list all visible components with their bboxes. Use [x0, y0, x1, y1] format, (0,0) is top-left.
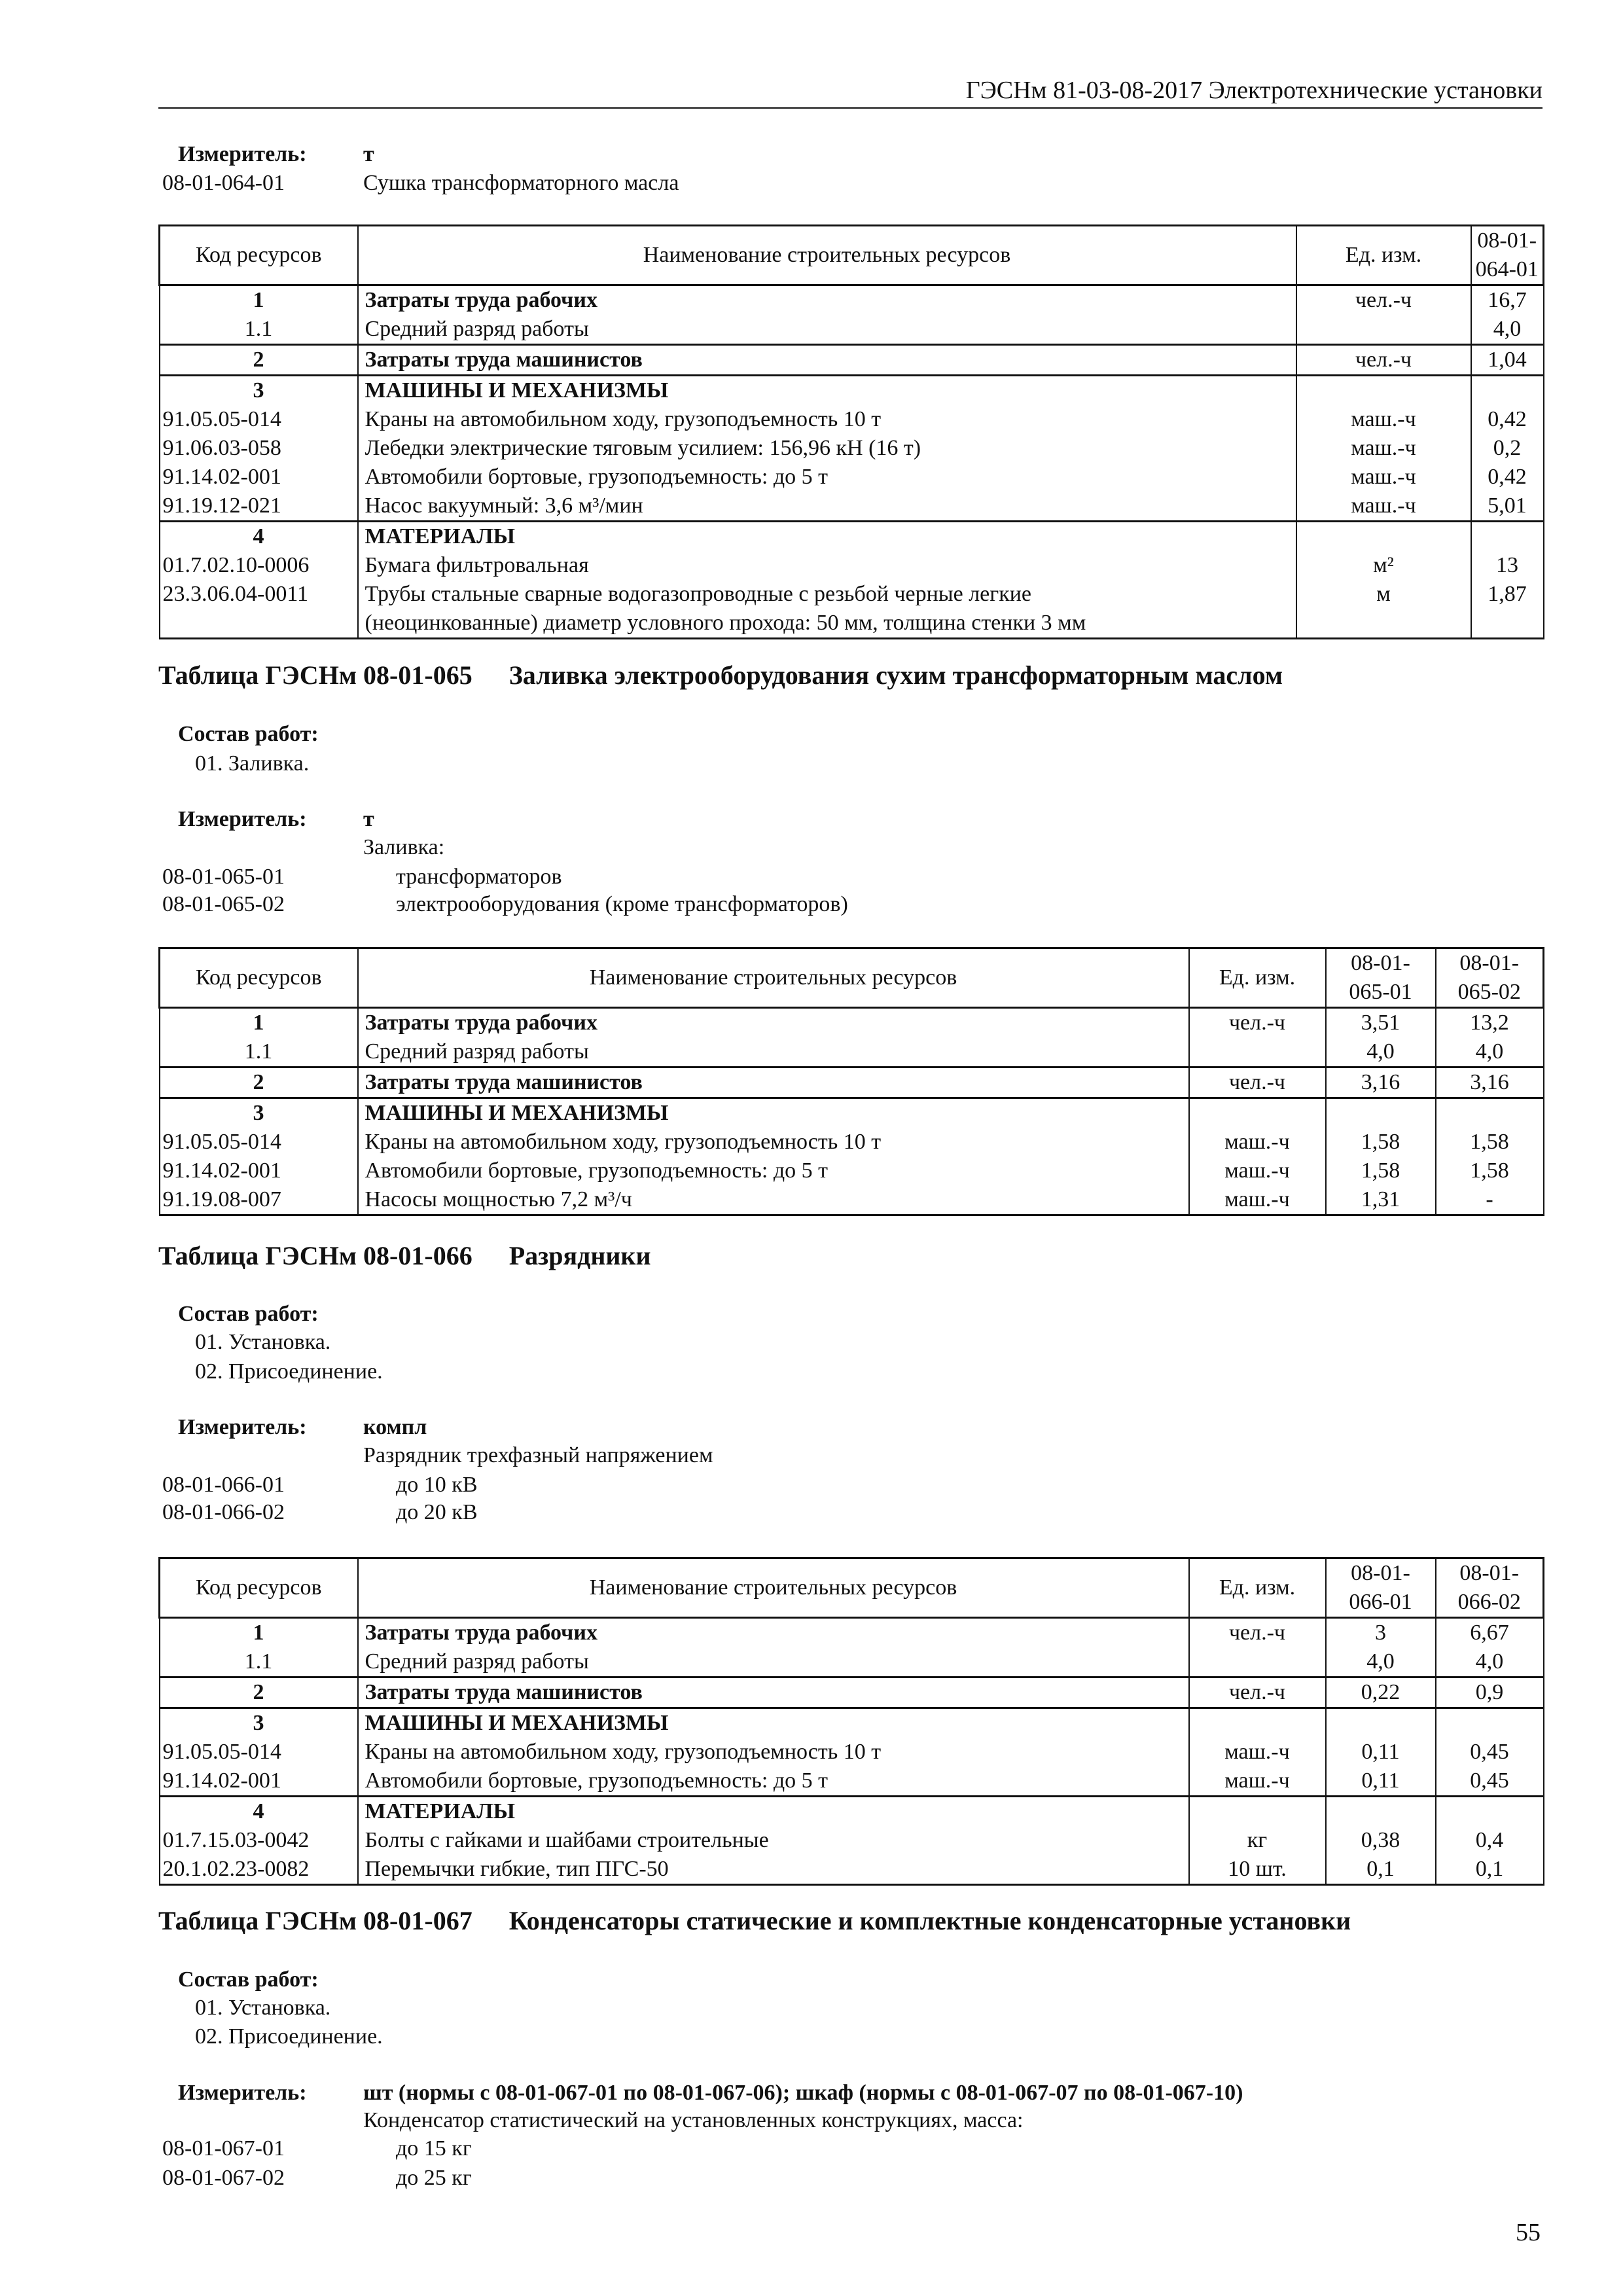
table-title-text: Заливка электрооборудования сухим трансформаторным маслом: [508, 660, 1283, 690]
measure-unit: т: [363, 142, 374, 166]
norm-code: 08-01-066-01: [162, 1473, 285, 1497]
col-header-name: Наименование строительных ресурсов: [358, 948, 1189, 1008]
table-row: [160, 434, 1544, 463]
resource-code: 2: [160, 1677, 358, 1708]
resource-unit: маш.-ч: [1296, 463, 1471, 492]
norm-text: до 15 кг: [396, 2136, 472, 2161]
work-item: 01. Установка.: [195, 1996, 331, 2020]
measure-label: Измеритель:: [178, 2081, 307, 2105]
resource-name: Бумага фильтровальная: [358, 551, 1296, 580]
table-row: [160, 522, 1544, 552]
resource-group: [160, 1067, 1544, 1098]
table-row: [160, 1797, 1544, 1827]
norm-text: до 25 кг: [396, 2166, 472, 2190]
page-number: 55: [1516, 2219, 1541, 2246]
measure-label: Измеритель:: [178, 142, 307, 166]
col-header-name: Наименование строительных ресурсов: [358, 1558, 1189, 1618]
resource-unit: [1189, 1037, 1326, 1067]
resource-code: 3: [160, 1708, 358, 1738]
resources-table-065: [158, 947, 1544, 1216]
resource-unit: [1189, 1647, 1326, 1677]
resource-value: 6,67: [1436, 1618, 1544, 1648]
table-row: [160, 1098, 1544, 1128]
resource-code: 91.05.05-014: [160, 405, 358, 434]
resource-unit: маш.-ч: [1189, 1185, 1326, 1215]
work-item: 02. Присоединение.: [195, 2024, 383, 2049]
resource-code: 91.14.02-001: [160, 1767, 358, 1797]
resource-code: 91.14.02-001: [160, 463, 358, 492]
resource-code: 91.05.05-014: [160, 1738, 358, 1767]
resource-group: [160, 1677, 1544, 1708]
resource-unit: 10 шт.: [1189, 1855, 1326, 1885]
work-label: Состав работ:: [178, 1967, 319, 1992]
table-row: [160, 405, 1544, 434]
resource-unit: [1296, 315, 1471, 345]
resource-name: Насос вакуумный: 3,6 м³/мин: [358, 492, 1296, 522]
work-item: 02. Присоединение.: [195, 1359, 383, 1384]
resource-code: 91.19.12-021: [160, 492, 358, 522]
norm-code: 08-01-066-02: [162, 1500, 285, 1524]
resource-value: 0,11: [1326, 1767, 1436, 1797]
measure-unit: т: [363, 807, 374, 831]
resource-name: Затраты труда рабочих: [358, 1618, 1189, 1648]
resource-value: 16,7: [1471, 285, 1544, 315]
col-header-unit: Ед. изм.: [1189, 948, 1326, 1008]
resource-name: МАТЕРИАЛЫ: [358, 1797, 1189, 1827]
resource-value: [1326, 1797, 1436, 1827]
resource-value: 1,58: [1436, 1128, 1544, 1157]
norm-text: электрооборудования (кроме трансформаторов): [396, 892, 848, 916]
table-row: [160, 492, 1544, 522]
resource-value: 1,31: [1326, 1185, 1436, 1215]
table-row: [160, 580, 1544, 639]
table-header: [160, 1558, 1544, 1618]
col-header-norm: 08-01- 064-01: [1471, 226, 1544, 285]
norm-text: до 10 кВ: [396, 1473, 478, 1497]
resource-value: 1,58: [1436, 1157, 1544, 1185]
resource-name: Лебедки электрические тяговым усилием: 156,96 кН (16 т): [358, 434, 1296, 463]
resource-group: [160, 285, 1544, 345]
table-row: [160, 315, 1544, 345]
table-row: [160, 463, 1544, 492]
resource-value: 3: [1326, 1618, 1436, 1648]
resource-group: [160, 522, 1544, 639]
table-row: [160, 1185, 1544, 1215]
resource-value: 0,1: [1436, 1855, 1544, 1885]
header-row: [160, 226, 1544, 285]
resource-value: 0,42: [1471, 405, 1544, 434]
norm-code: 08-01-064-01: [162, 171, 285, 195]
resource-name: МАТЕРИАЛЫ: [358, 522, 1296, 552]
resource-name: Автомобили бортовые, грузоподъемность: до 5 т: [358, 1157, 1189, 1185]
table-row: [160, 1008, 1544, 1038]
resource-code: 1: [160, 1008, 358, 1038]
table-row: [160, 1647, 1544, 1677]
work-item: 01. Заливка.: [195, 751, 310, 776]
norm-code: 08-01-065-02: [162, 892, 285, 916]
resource-value: 0,38: [1326, 1826, 1436, 1855]
resource-value: 1,58: [1326, 1157, 1436, 1185]
resource-code: 1.1: [160, 1647, 358, 1677]
resource-name: Автомобили бортовые, грузоподъемность: до 5 т: [358, 1767, 1189, 1797]
measure-label: Измеритель:: [178, 807, 307, 831]
col-header-norm: 08-01- 066-01: [1326, 1558, 1436, 1618]
norm-text: Сушка трансформаторного масла: [363, 171, 679, 195]
header-row: [160, 948, 1544, 1008]
resource-name: МАШИНЫ И МЕХАНИЗМЫ: [358, 1708, 1189, 1738]
col-header-norm: 08-01- 065-02: [1436, 948, 1544, 1008]
col-header-code: Код ресурсов: [160, 948, 358, 1008]
resource-value: 0,11: [1326, 1738, 1436, 1767]
col-header-name: Наименование строительных ресурсов: [358, 226, 1296, 285]
resource-unit: маш.-ч: [1296, 405, 1471, 434]
table-row: [160, 551, 1544, 580]
measure-label: Измеритель:: [178, 1415, 307, 1439]
resource-value: 3,16: [1326, 1067, 1436, 1098]
resource-group: [160, 1098, 1544, 1215]
resource-value: 13: [1471, 551, 1544, 580]
col-header-unit: Ед. изм.: [1296, 226, 1471, 285]
resource-code: 2: [160, 345, 358, 376]
resource-name: Затраты труда машинистов: [358, 1067, 1189, 1098]
resource-unit: [1296, 376, 1471, 406]
resource-value: 0,22: [1326, 1677, 1436, 1708]
resource-code: 1.1: [160, 315, 358, 345]
resource-name: Средний разряд работы: [358, 315, 1296, 345]
table-row: [160, 285, 1544, 315]
resource-unit: чел.-ч: [1296, 285, 1471, 315]
resource-code: 91.19.08-007: [160, 1185, 358, 1215]
resource-value: 0,9: [1436, 1677, 1544, 1708]
resource-code: 1: [160, 1618, 358, 1648]
resource-code: 91.06.03-058: [160, 434, 358, 463]
norm-text: до 20 кВ: [396, 1500, 478, 1524]
resource-value: 0,1: [1326, 1855, 1436, 1885]
resource-value: 0,45: [1436, 1738, 1544, 1767]
header-divider: [158, 107, 1543, 109]
resource-code: 3: [160, 376, 358, 406]
resource-name: Средний разряд работы: [358, 1647, 1189, 1677]
resource-name: Трубы стальные сварные водогазопроводные с резьбой черные легкие (неоцинкованные) диаметр условного прохода: 50 мм, толщина стенки 3 мм: [358, 580, 1296, 639]
resource-name: Насосы мощностью 7,2 м³/ч: [358, 1185, 1189, 1215]
resource-unit: [1296, 522, 1471, 552]
resource-code: 23.3.06.04-0011: [160, 580, 358, 639]
resource-unit: маш.-ч: [1189, 1157, 1326, 1185]
col-header-unit: Ед. изм.: [1189, 1558, 1326, 1618]
group-caption: Разрядник трехфазный напряжением: [363, 1443, 713, 1467]
resource-value: [1471, 522, 1544, 552]
resource-value: 5,01: [1471, 492, 1544, 522]
resource-value: [1436, 1708, 1544, 1738]
norm-code: 08-01-067-01: [162, 2136, 285, 2161]
resource-value: [1326, 1708, 1436, 1738]
table-row: [160, 1037, 1544, 1067]
resource-code: 91.05.05-014: [160, 1128, 358, 1157]
resource-value: 4,0: [1436, 1037, 1544, 1067]
table-title-065: [158, 661, 1283, 690]
resource-name: Краны на автомобильном ходу, грузоподъемность 10 т: [358, 405, 1296, 434]
resource-value: 4,0: [1471, 315, 1544, 345]
table-title-text: Конденсаторы статические и комплектные конденсаторные установки: [508, 1906, 1351, 1935]
table-row: [160, 1708, 1544, 1738]
resource-code: 2: [160, 1067, 358, 1098]
resource-value: 3,16: [1436, 1067, 1544, 1098]
group-caption: Заливка:: [363, 835, 445, 859]
resource-unit: чел.-ч: [1189, 1618, 1326, 1648]
col-header-code: Код ресурсов: [160, 1558, 358, 1618]
resource-group: [160, 1618, 1544, 1677]
resource-code: 4: [160, 522, 358, 552]
resource-value: 1,04: [1471, 345, 1544, 376]
norm-text: трансформаторов: [396, 865, 562, 889]
resource-code: 01.7.15.03-0042: [160, 1826, 358, 1855]
work-label: Состав работ:: [178, 722, 319, 746]
col-header-norm: 08-01- 066-02: [1436, 1558, 1544, 1618]
norm-code: 08-01-067-02: [162, 2166, 285, 2190]
table-row: [160, 1618, 1544, 1648]
resource-unit: м²: [1296, 551, 1471, 580]
header-row: [160, 1558, 1544, 1618]
resources-table-066: [158, 1557, 1544, 1886]
resource-code: 3: [160, 1098, 358, 1128]
resource-name: МАШИНЫ И МЕХАНИЗМЫ: [358, 376, 1296, 406]
table-title-text: Разрядники: [508, 1241, 651, 1270]
resource-name: Затраты труда машинистов: [358, 345, 1296, 376]
resource-value: 1,87: [1471, 580, 1544, 639]
resource-unit: [1189, 1797, 1326, 1827]
table-header: [160, 948, 1544, 1008]
resources-table-064: [158, 224, 1544, 639]
table-row: [160, 1826, 1544, 1855]
group-caption: Конденсатор статистический на установленных конструкциях, масса:: [363, 2108, 1024, 2132]
table-row: [160, 1128, 1544, 1157]
table-row: [160, 1677, 1544, 1708]
measure-unit: компл: [363, 1415, 427, 1439]
resource-group: [160, 1008, 1544, 1067]
resource-value: 4,0: [1326, 1647, 1436, 1677]
resource-unit: чел.-ч: [1296, 345, 1471, 376]
resource-name: Краны на автомобильном ходу, грузоподъемность 10 т: [358, 1128, 1189, 1157]
table-title-066: [158, 1242, 651, 1270]
table-row: [160, 1067, 1544, 1098]
resource-value: 0,4: [1436, 1826, 1544, 1855]
col-header-norm: 08-01- 065-01: [1326, 948, 1436, 1008]
resource-code: 20.1.02.23-0082: [160, 1855, 358, 1885]
resource-unit: чел.-ч: [1189, 1067, 1326, 1098]
table-row: [160, 376, 1544, 406]
resource-value: 0,42: [1471, 463, 1544, 492]
resource-group: [160, 1797, 1544, 1885]
resource-value: [1436, 1797, 1544, 1827]
resource-code: 1.1: [160, 1037, 358, 1067]
measure-unit: шт (нормы с 08-01-067-01 по 08-01-067-06); шкаф (нормы с 08-01-067-07 по 08-01-067-10): [363, 2081, 1243, 2105]
resource-name: Затраты труда рабочих: [358, 285, 1296, 315]
resource-name: Затраты труда рабочих: [358, 1008, 1189, 1038]
resource-value: 4,0: [1436, 1647, 1544, 1677]
resource-unit: маш.-ч: [1189, 1738, 1326, 1767]
resource-group: [160, 1708, 1544, 1797]
work-item: 01. Установка.: [195, 1330, 331, 1354]
resource-code: 91.14.02-001: [160, 1157, 358, 1185]
resource-name: МАШИНЫ И МЕХАНИЗМЫ: [358, 1098, 1189, 1128]
resource-value: 0,2: [1471, 434, 1544, 463]
resource-value: 13,2: [1436, 1008, 1544, 1038]
resource-unit: чел.-ч: [1189, 1677, 1326, 1708]
resource-value: 1,58: [1326, 1128, 1436, 1157]
resource-unit: маш.-ч: [1296, 492, 1471, 522]
col-header-code: Код ресурсов: [160, 226, 358, 285]
resource-code: 1: [160, 285, 358, 315]
resource-unit: [1189, 1708, 1326, 1738]
resource-name: Средний разряд работы: [358, 1037, 1189, 1067]
resource-value: [1436, 1098, 1544, 1128]
table-row: [160, 1767, 1544, 1797]
resource-unit: маш.-ч: [1296, 434, 1471, 463]
table-title-code: Таблица ГЭСНм 08-01-067: [158, 1906, 473, 1935]
resource-name: Затраты труда машинистов: [358, 1677, 1189, 1708]
table-row: [160, 1157, 1544, 1185]
running-header: ГЭСНм 81-03-08-2017 Электротехнические установки: [965, 77, 1543, 104]
resource-unit: чел.-ч: [1189, 1008, 1326, 1038]
resource-group: [160, 376, 1544, 522]
resource-value: 0,45: [1436, 1767, 1544, 1797]
resource-unit: [1189, 1098, 1326, 1128]
resource-value: -: [1436, 1185, 1544, 1215]
resource-value: 3,51: [1326, 1008, 1436, 1038]
resource-name: Краны на автомобильном ходу, грузоподъемность 10 т: [358, 1738, 1189, 1767]
resource-value: 4,0: [1326, 1037, 1436, 1067]
table-row: [160, 1738, 1544, 1767]
resource-unit: маш.-ч: [1189, 1767, 1326, 1797]
resource-value: [1326, 1098, 1436, 1128]
resource-unit: маш.-ч: [1189, 1128, 1326, 1157]
resource-group: [160, 345, 1544, 376]
table-title-067: [158, 1907, 1351, 1935]
norm-code: 08-01-065-01: [162, 865, 285, 889]
resource-code: 4: [160, 1797, 358, 1827]
table-header: [160, 226, 1544, 285]
resource-name: Перемычки гибкие, тип ПГС-50: [358, 1855, 1189, 1885]
resource-code: 01.7.02.10-0006: [160, 551, 358, 580]
resource-unit: м: [1296, 580, 1471, 639]
work-label: Состав работ:: [178, 1302, 319, 1326]
table-row: [160, 345, 1544, 376]
resource-unit: кг: [1189, 1826, 1326, 1855]
table-row: [160, 1855, 1544, 1885]
table-title-code: Таблица ГЭСНм 08-01-066: [158, 1241, 473, 1270]
resource-name: Автомобили бортовые, грузоподъемность: до 5 т: [358, 463, 1296, 492]
table-title-code: Таблица ГЭСНм 08-01-065: [158, 660, 473, 690]
resource-value: [1471, 376, 1544, 406]
resource-name: Болты с гайками и шайбами строительные: [358, 1826, 1189, 1855]
